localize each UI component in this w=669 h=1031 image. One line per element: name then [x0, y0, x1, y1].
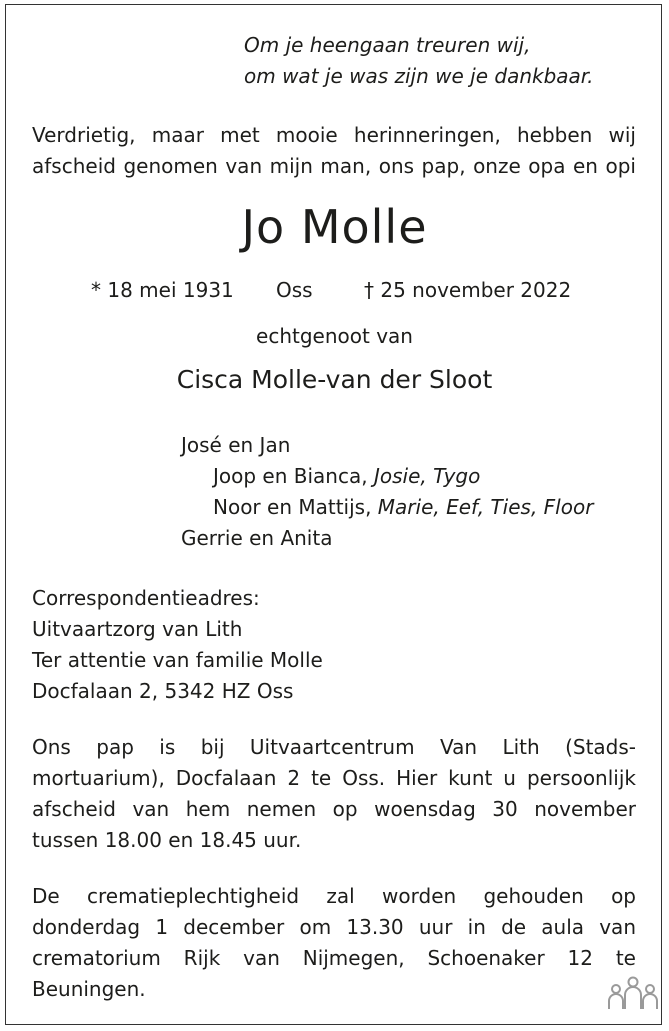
- poem-line-2: om wat je was zijn we je dankbaar.: [244, 64, 594, 88]
- correspondence-line-1: Uitvaartzorg van Lith: [32, 617, 243, 641]
- correspondence-line-2: Ter attentie van familie Molle: [32, 648, 323, 672]
- cremation-line-4: Beuningen.: [32, 977, 146, 1001]
- birth-place: Oss: [276, 278, 313, 302]
- visitation-line-1: Ons pap is bij Uitvaartcentrum Van Lith (Stads-: [32, 735, 636, 759]
- birth-date: * 18 mei 1931: [91, 278, 234, 302]
- spouse-name: Cisca Molle-van der Sloot: [176, 365, 493, 394]
- family-grandchild-2: [213, 497, 593, 517]
- cremation-line-1: De crematieplechtigheid zal worden gehouden op: [32, 884, 636, 908]
- visitation-line-3: afscheid van hem nemen op woensdag 30 november: [32, 797, 636, 821]
- correspondence-heading: Correspondentieadres:: [32, 586, 260, 610]
- correspondence-line-3: Docfalaan 2, 5342 HZ Oss: [32, 679, 294, 703]
- spouse-label: echtgenoot van: [256, 324, 413, 348]
- cremation-line-2: donderdag 1 december om 13.30 uur in de aula van: [32, 915, 636, 939]
- poem-line-1: Om je heengaan treuren wij,: [244, 33, 531, 57]
- intro-line-2: afscheid genomen van mijn man, ons pap, onze opa en opi: [32, 154, 636, 178]
- family-child-1: José en Jan: [181, 433, 291, 457]
- visitation-line-4: tussen 18.00 en 18.45 uur.: [32, 828, 302, 852]
- deceased-name: Jo Molle: [241, 200, 428, 254]
- grandchild-2-names: Noor en Mattijs,: [213, 495, 372, 519]
- grandchild-1-kids: Josie, Tygo: [373, 464, 481, 488]
- grandchild-2-kids: Marie, Eef, Ties, Floor: [377, 495, 594, 519]
- intro-line-1: Verdrietig, maar met mooie herinneringen, hebben wij: [32, 123, 636, 147]
- family-child-2: Gerrie en Anita: [181, 526, 333, 550]
- visitation-line-2: mortuarium), Docfalaan 2 te Oss. Hier kunt u persoonlijk: [32, 766, 636, 790]
- people-group-icon: [607, 975, 659, 1015]
- cremation-line-3: crematorium Rijk van Nijmegen, Schoenaker 12 te: [32, 946, 636, 970]
- grandchild-1-names: Joop en Bianca,: [213, 464, 368, 488]
- family-grandchild-1: [213, 466, 480, 486]
- death-date: † 25 november 2022: [364, 278, 572, 302]
